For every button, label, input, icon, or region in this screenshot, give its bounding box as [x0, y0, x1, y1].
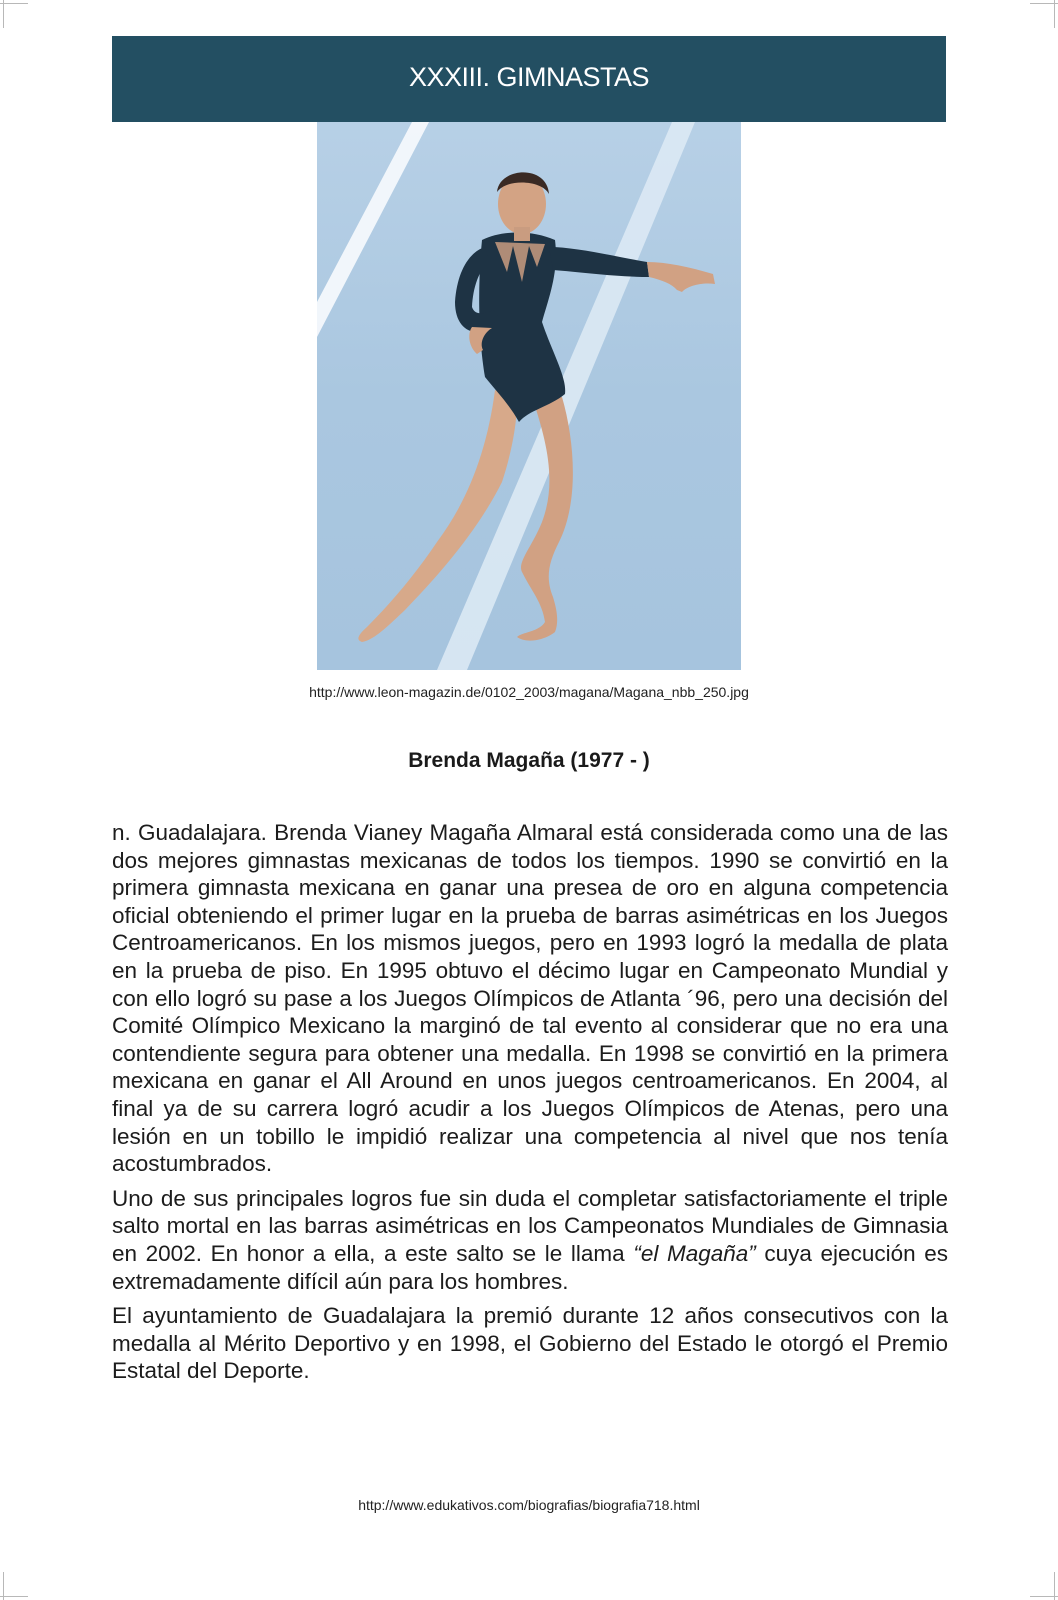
- biography-body: [112, 819, 948, 1392]
- crop-mark: [3, 1572, 4, 1600]
- text-source-caption: http://www.edukativos.com/biografias/biografia718.html: [358, 1497, 700, 1513]
- crop-mark: [1054, 0, 1055, 28]
- paragraph-2-text-after: cuya ejecución es extremadamente difícil aún para los hombres.: [112, 1240, 948, 1294]
- maneuver-name: “el Magaña”: [633, 1240, 756, 1266]
- photo-source-caption: http://www.leon-magazin.de/0102_2003/magana/Magana_nbb_250.jpg: [309, 684, 749, 700]
- crop-mark: [0, 1596, 28, 1597]
- crop-mark: [0, 3, 28, 4]
- paragraph-3: El ayuntamiento de Guadalajara la premió durante 12 años consecutivos con la medalla al Mérito Deportivo y en 1998, el Gobierno del Estado le otorgó el Premio Estatal del Deporte.: [112, 1303, 948, 1384]
- paragraph-1: n. Guadalajara. Brenda Vianey Magaña Almaral está considerada como una de las dos mejores gimnastas mexicanas de todos los tiempos. 1990 se convirtió en la primera gimnasta mexicana en ganar una presea de oro en alguna competencia oficial obteniendo el primer lugar en la prueba de barras asimétricas en los Juegos Centroamericanos. En los mismos juegos, pero en 1993 logró la medalla de plata en la prueba de piso. En 1995 obtuvo el décimo lugar en Campeonato Mundial y con ello logró su pase a los Juegos Olímpicos de Atlanta ´96, pero una decisión del Comité Olímpico Mexicano la marginó de tal evento al considerar que no era una contendiente segura para obtener una medalla. En 1998 se convirtió en la primera mexicana en ganar el All Around en unos juegos centroamericanos. En 2004, al final ya de su carrera logró acudir a los Juegos Olímpicos de Atenas, pero una lesión en un tobillo le impidió realizar una competencia al nivel que nos tenía acostumbrados.: [112, 820, 948, 1177]
- crop-mark: [3, 0, 4, 28]
- chapter-header: [112, 36, 946, 122]
- crop-mark: [1054, 1572, 1055, 1600]
- paragraph-2: [112, 1185, 948, 1295]
- chapter-title: XXXIII. GIMNASTAS: [408, 61, 650, 92]
- paragraph-2-text-before: Uno de sus principales logros fue sin duda el completar satisfactoriamente el triple salto mortal en las barras asimétricas en los Campeonatos Mundiales de Gimnasia en 2002. En honor a ella, a este salto se le llama: [112, 1185, 948, 1266]
- biography-title: Brenda Magaña (1977 - ): [408, 749, 650, 772]
- gymnast-photo: [317, 122, 741, 670]
